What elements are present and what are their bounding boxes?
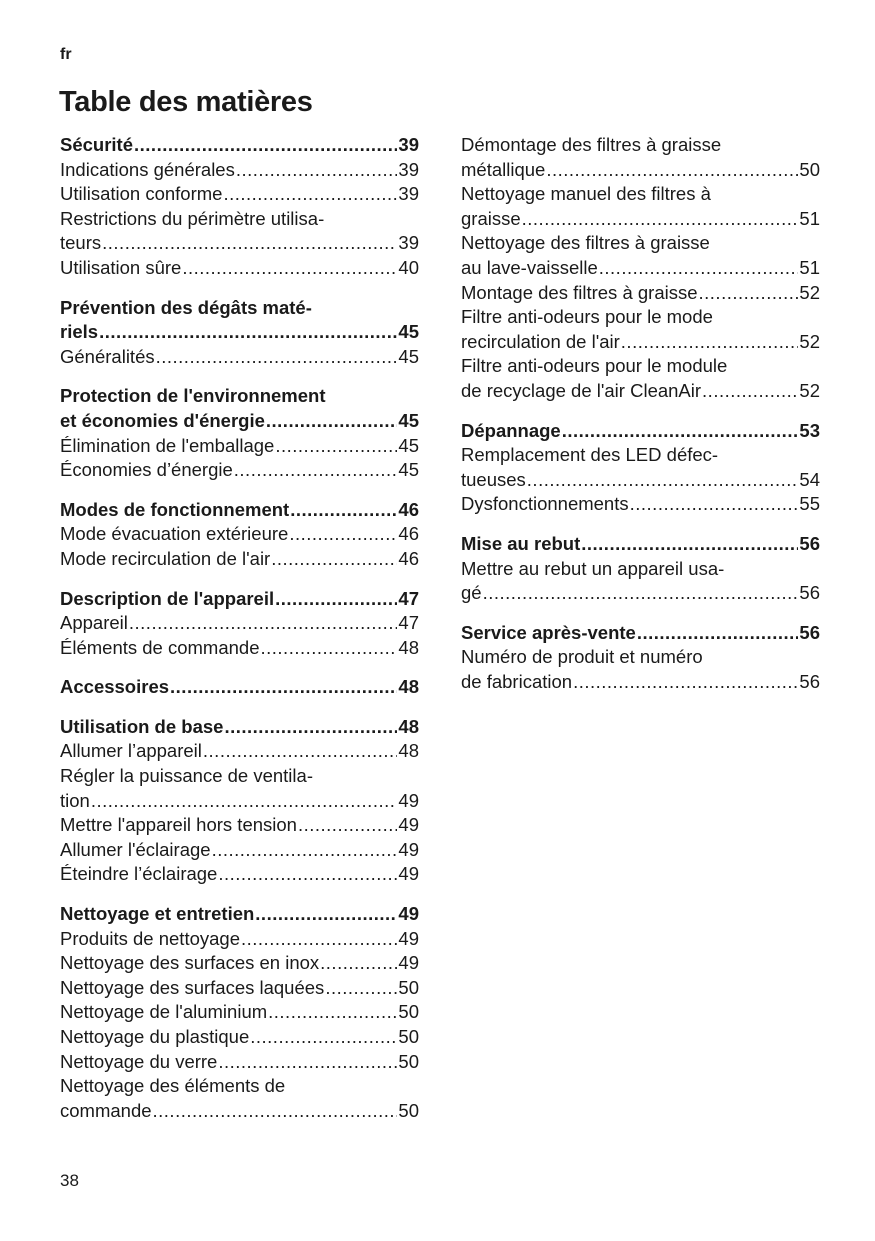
page-title: Table des matières bbox=[59, 86, 313, 118]
toc-section bbox=[461, 133, 820, 404]
toc-entry[interactable] bbox=[60, 547, 419, 572]
toc-section bbox=[60, 498, 419, 572]
toc-entry-last-line bbox=[60, 498, 419, 523]
toc-page-number: 46 bbox=[398, 547, 419, 569]
toc-entry[interactable] bbox=[461, 231, 820, 280]
toc-section bbox=[60, 675, 419, 700]
toc-entry-title: gé bbox=[461, 582, 482, 604]
toc-entry-title: Mettre l'appareil hors tension bbox=[60, 814, 297, 836]
toc-page-number: 52 bbox=[799, 379, 820, 401]
toc-entry[interactable] bbox=[461, 645, 820, 694]
toc-entry-last-line bbox=[461, 379, 820, 404]
toc-entry-last-line bbox=[60, 320, 419, 345]
toc-entry-title: Économies d’énergie bbox=[60, 459, 233, 481]
toc-entry-text-line: Filtre anti-odeurs pour le mode bbox=[461, 306, 713, 328]
toc-entry[interactable] bbox=[60, 813, 419, 838]
toc-page-number: 45 bbox=[398, 409, 419, 431]
toc-entry-title: Nettoyage du verre bbox=[60, 1050, 218, 1072]
toc-entry-last-line bbox=[60, 675, 419, 700]
toc-page-number: 49 bbox=[398, 903, 419, 925]
toc-entry-title: Nettoyage des surfaces laquées bbox=[60, 976, 325, 998]
toc-page-number: 51 bbox=[799, 256, 820, 278]
dot-leader bbox=[234, 458, 398, 483]
toc-entry[interactable] bbox=[60, 862, 419, 887]
dot-leader bbox=[212, 838, 398, 863]
toc-entry-last-line bbox=[461, 581, 820, 606]
toc-entry[interactable] bbox=[60, 636, 419, 661]
toc-entry-last-line bbox=[60, 522, 419, 547]
toc-entry-last-line bbox=[60, 1050, 419, 1075]
toc-entry-title: graisse bbox=[461, 207, 521, 229]
toc-section-heading[interactable] bbox=[60, 133, 419, 158]
toc-entry[interactable] bbox=[60, 611, 419, 636]
toc-entry-text-line: Prévention des dégâts maté- bbox=[60, 296, 312, 318]
dot-leader bbox=[129, 611, 398, 636]
toc-section-heading[interactable] bbox=[461, 621, 820, 646]
toc-entry-last-line bbox=[60, 636, 419, 661]
toc-page-number: 45 bbox=[398, 459, 419, 481]
toc-entry-title: Allumer l'éclairage bbox=[60, 838, 211, 860]
toc-page-number: 50 bbox=[799, 158, 820, 180]
toc-page-number: 49 bbox=[398, 838, 419, 860]
toc-page-number: 48 bbox=[398, 636, 419, 658]
toc-entry[interactable] bbox=[60, 951, 419, 976]
dot-leader bbox=[320, 951, 397, 976]
toc-entry[interactable] bbox=[60, 158, 419, 183]
toc-section bbox=[60, 384, 419, 482]
toc-entry-last-line bbox=[60, 927, 419, 952]
language-label: fr bbox=[60, 46, 72, 63]
toc-entry-last-line bbox=[461, 468, 820, 493]
toc-page-number: 56 bbox=[799, 582, 820, 604]
dot-leader bbox=[182, 256, 397, 281]
dot-leader bbox=[325, 976, 397, 1001]
toc-entry-text-line: Nettoyage des éléments de bbox=[60, 1075, 286, 1097]
toc-entry-title: Mode évacuation extérieure bbox=[60, 523, 289, 545]
toc-page-number: 50 bbox=[398, 1026, 419, 1047]
toc-entry-title: Allumer l’appareil bbox=[60, 740, 202, 762]
dot-leader bbox=[266, 409, 398, 434]
dot-leader bbox=[275, 587, 397, 612]
dot-leader bbox=[218, 862, 397, 887]
toc-entry-title: commande bbox=[60, 1099, 152, 1121]
toc-section-heading[interactable] bbox=[60, 587, 419, 612]
dot-leader bbox=[255, 902, 397, 927]
dot-leader bbox=[91, 789, 398, 814]
toc-section-heading[interactable] bbox=[60, 296, 419, 345]
toc-entry-title: recirculation de l'air bbox=[461, 330, 620, 352]
toc-entry[interactable] bbox=[60, 1050, 419, 1075]
toc-page-number: 52 bbox=[799, 281, 820, 303]
toc-entry-text-line: Nettoyage des filtres à graisse bbox=[461, 232, 710, 254]
toc-column-right bbox=[461, 133, 820, 709]
toc-entry-title: Service après-vente bbox=[461, 621, 636, 643]
toc-entry-title: Appareil bbox=[60, 612, 128, 634]
toc-entry-title: métallique bbox=[461, 158, 546, 180]
toc-entry-last-line bbox=[60, 409, 419, 434]
dot-leader bbox=[170, 675, 397, 700]
toc-entry-last-line bbox=[461, 492, 820, 517]
toc-entry-title: et économies d'énergie bbox=[60, 409, 265, 431]
toc-entry-title: Mode recirculation de l'air bbox=[60, 547, 271, 569]
dot-leader bbox=[223, 182, 397, 207]
toc-entry-last-line bbox=[60, 1099, 419, 1124]
toc-entry[interactable] bbox=[461, 443, 820, 492]
dot-leader bbox=[224, 715, 397, 740]
toc-entry-title: Nettoyage des surfaces en inox bbox=[60, 952, 320, 974]
toc-entry[interactable] bbox=[461, 492, 820, 517]
toc-entry[interactable] bbox=[60, 1000, 419, 1025]
dot-leader bbox=[621, 330, 799, 355]
toc-entry-title: Utilisation de base bbox=[60, 715, 224, 737]
toc-page-number: 45 bbox=[398, 345, 419, 367]
dot-leader bbox=[562, 419, 799, 444]
toc-entry-last-line bbox=[461, 621, 820, 646]
page-number: 38 bbox=[60, 1171, 79, 1190]
toc-entry[interactable] bbox=[461, 281, 820, 306]
toc-entry-last-line bbox=[461, 670, 820, 695]
toc-page-number: 49 bbox=[398, 927, 419, 949]
dot-leader bbox=[241, 927, 397, 952]
toc-entry-title: Modes de fonctionnement bbox=[60, 498, 290, 520]
dot-leader bbox=[261, 636, 398, 661]
toc-entry-text-line: Restrictions du périmètre utilisa- bbox=[60, 207, 325, 229]
dot-leader bbox=[573, 670, 798, 695]
toc-page-number: 54 bbox=[799, 468, 820, 490]
toc-entry-title: de recyclage de l'air CleanAir bbox=[461, 379, 702, 401]
toc-page-number: 39 bbox=[398, 134, 419, 155]
toc-entry-last-line bbox=[461, 532, 820, 557]
dot-leader bbox=[134, 133, 397, 158]
toc-page-number: 49 bbox=[398, 863, 419, 885]
toc-section-heading[interactable] bbox=[60, 675, 419, 700]
dot-leader bbox=[702, 379, 798, 404]
toc-entry[interactable] bbox=[60, 522, 419, 547]
toc-page-number: 48 bbox=[398, 715, 419, 737]
toc-entry-text-line: Protection de l'environnement bbox=[60, 385, 326, 407]
toc-page-number: 39 bbox=[398, 183, 419, 205]
toc-entry-title: Mise au rebut bbox=[461, 532, 581, 554]
toc-page-number: 39 bbox=[398, 158, 419, 180]
toc-entry-last-line bbox=[60, 838, 419, 863]
toc-entry-title: Montage des filtres à graisse bbox=[461, 281, 698, 303]
toc-section bbox=[60, 296, 419, 370]
toc-page-number: 56 bbox=[799, 621, 820, 643]
toc-entry-last-line bbox=[60, 611, 419, 636]
toc-entry-last-line bbox=[60, 434, 419, 459]
toc-page-number: 45 bbox=[398, 321, 419, 343]
toc-section bbox=[60, 902, 419, 1123]
toc-section bbox=[60, 133, 419, 281]
toc-page-number: 49 bbox=[398, 789, 419, 811]
toc-entry[interactable] bbox=[60, 927, 419, 952]
dot-leader bbox=[637, 621, 799, 646]
toc-page-number: 48 bbox=[398, 740, 419, 762]
toc-page-number: 52 bbox=[799, 330, 820, 352]
toc-entry-last-line bbox=[461, 281, 820, 306]
toc-entry-text-line: Filtre anti-odeurs pour le module bbox=[461, 355, 728, 377]
toc-entry-title: riels bbox=[60, 321, 99, 343]
toc-entry-last-line bbox=[60, 951, 419, 976]
toc-entry-title: Dysfonctionnements bbox=[461, 493, 629, 515]
toc-entry-last-line bbox=[60, 458, 419, 483]
toc-page-number: 51 bbox=[799, 207, 820, 229]
dot-leader bbox=[546, 158, 798, 183]
toc-page-number: 56 bbox=[799, 532, 820, 554]
toc-entry-title: Accessoires bbox=[60, 676, 170, 698]
toc-entry-last-line bbox=[461, 419, 820, 444]
toc-entry-title: Généralités bbox=[60, 345, 155, 367]
toc-page-number: 50 bbox=[398, 1099, 419, 1121]
toc-entry[interactable] bbox=[461, 182, 820, 231]
toc-entry-last-line bbox=[60, 133, 419, 158]
toc-entry-last-line bbox=[461, 256, 820, 281]
toc-entry-title: de fabrication bbox=[461, 670, 573, 692]
toc-page-number: 47 bbox=[398, 612, 419, 634]
toc-section bbox=[60, 587, 419, 661]
toc-entry[interactable] bbox=[60, 182, 419, 207]
toc-section-heading[interactable] bbox=[60, 498, 419, 523]
toc-entry-text-line: Remplacement des LED défec- bbox=[461, 444, 719, 466]
toc-entry-title: Nettoyage et entretien bbox=[60, 903, 255, 925]
toc-entry-text-line: Démontage des filtres à graisse bbox=[461, 134, 722, 155]
toc-entry-title: teurs bbox=[60, 232, 102, 254]
dot-leader bbox=[483, 581, 799, 606]
toc-page-number: 40 bbox=[398, 256, 419, 278]
dot-leader bbox=[599, 256, 799, 281]
toc-entry-last-line bbox=[461, 330, 820, 355]
toc-entry-title: Éteindre l’éclairage bbox=[60, 863, 218, 885]
toc-section-heading[interactable] bbox=[60, 715, 419, 740]
toc-entry-last-line bbox=[461, 158, 820, 183]
toc-section bbox=[461, 419, 820, 517]
toc-entry-last-line bbox=[60, 256, 419, 281]
toc-entry[interactable] bbox=[60, 764, 419, 813]
toc-entry-title: Élimination de l'emballage bbox=[60, 434, 275, 456]
toc-section-heading[interactable] bbox=[461, 419, 820, 444]
toc-column-left bbox=[60, 133, 419, 1138]
toc-entry-title: Description de l'appareil bbox=[60, 587, 275, 609]
toc-entry-title: Produits de nettoyage bbox=[60, 927, 240, 949]
toc-entry[interactable] bbox=[60, 345, 419, 370]
toc-entry[interactable] bbox=[60, 838, 419, 863]
toc-page-number: 50 bbox=[398, 1050, 419, 1072]
toc-entry[interactable] bbox=[461, 133, 820, 182]
toc-page-number: 47 bbox=[398, 587, 419, 609]
toc-entry-last-line bbox=[60, 862, 419, 887]
toc-entry-last-line bbox=[60, 902, 419, 927]
toc-entry-last-line bbox=[60, 1000, 419, 1025]
toc-entry[interactable] bbox=[461, 557, 820, 606]
dot-leader bbox=[298, 813, 397, 838]
dot-leader bbox=[699, 281, 799, 306]
dot-leader bbox=[275, 434, 397, 459]
toc-entry-last-line bbox=[60, 813, 419, 838]
toc-entry[interactable] bbox=[60, 207, 419, 256]
toc-page-number: 55 bbox=[799, 493, 820, 515]
toc-entry-last-line bbox=[60, 789, 419, 814]
toc-entry[interactable] bbox=[60, 976, 419, 1001]
toc-section-heading[interactable] bbox=[461, 532, 820, 557]
toc-entry[interactable] bbox=[60, 739, 419, 764]
toc-entry-title: Indications générales bbox=[60, 158, 235, 180]
toc-entry-title: au lave-vaisselle bbox=[461, 256, 598, 278]
toc-entry-title: Utilisation conforme bbox=[60, 183, 223, 205]
toc-entry[interactable] bbox=[60, 434, 419, 459]
toc-entry-title: Nettoyage du plastique bbox=[60, 1026, 250, 1047]
toc-page-number: 49 bbox=[398, 952, 419, 974]
dot-leader bbox=[156, 345, 398, 370]
toc-entry-last-line bbox=[60, 547, 419, 572]
toc-entry-last-line bbox=[60, 345, 419, 370]
toc-section bbox=[60, 715, 419, 887]
toc-page-number: 53 bbox=[799, 419, 820, 441]
dot-leader bbox=[527, 468, 799, 493]
toc-entry-last-line bbox=[60, 158, 419, 183]
toc-entry-title: tion bbox=[60, 789, 90, 811]
toc-entry-last-line bbox=[60, 231, 419, 256]
dot-leader bbox=[236, 158, 398, 183]
toc-entry-text-line: Mettre au rebut un appareil usa- bbox=[461, 557, 725, 579]
toc-entry-last-line bbox=[60, 587, 419, 612]
toc-section-heading[interactable] bbox=[60, 384, 419, 433]
toc-entry[interactable] bbox=[60, 1074, 419, 1123]
toc-entry[interactable] bbox=[60, 458, 419, 483]
toc-page-number: 56 bbox=[799, 670, 820, 692]
toc-entry-text-line: Numéro de produit et numéro bbox=[461, 646, 703, 668]
toc-page-number: 39 bbox=[398, 232, 419, 254]
dot-leader bbox=[271, 547, 397, 572]
toc-entry-last-line bbox=[60, 1025, 419, 1050]
toc-entry-title: Nettoyage de l'aluminium bbox=[60, 1001, 268, 1023]
toc-entry-title: Éléments de commande bbox=[60, 636, 260, 658]
dot-leader bbox=[153, 1099, 398, 1124]
toc-entry[interactable] bbox=[461, 305, 820, 354]
toc-entry[interactable] bbox=[461, 354, 820, 403]
toc-page-number: 46 bbox=[398, 498, 419, 520]
dot-leader bbox=[630, 492, 799, 517]
toc-entry-title: Sécurité bbox=[60, 134, 134, 155]
dot-leader bbox=[99, 320, 397, 345]
toc-entry-last-line bbox=[60, 976, 419, 1001]
toc-entry[interactable] bbox=[60, 256, 419, 281]
toc-entry-last-line bbox=[60, 182, 419, 207]
toc-entry-last-line bbox=[461, 207, 820, 232]
toc-page-number: 46 bbox=[398, 523, 419, 545]
toc-page-number: 48 bbox=[398, 676, 419, 698]
toc-page-number: 50 bbox=[398, 976, 419, 998]
dot-leader bbox=[268, 1000, 397, 1025]
dot-leader bbox=[102, 231, 397, 256]
dot-leader bbox=[290, 498, 397, 523]
dot-leader bbox=[289, 522, 397, 547]
toc-page-number: 45 bbox=[398, 434, 419, 456]
toc-entry-last-line bbox=[60, 739, 419, 764]
toc-entry-title: tueuses bbox=[461, 468, 526, 490]
toc-section bbox=[461, 621, 820, 695]
dot-leader bbox=[203, 739, 398, 764]
toc-page-number: 49 bbox=[398, 814, 419, 836]
toc-entry-text-line: Nettoyage manuel des filtres à bbox=[461, 183, 711, 205]
toc-entry-title: Utilisation sûre bbox=[60, 256, 182, 278]
dot-leader bbox=[218, 1050, 397, 1075]
toc-entry-last-line bbox=[60, 715, 419, 740]
toc-entry-text-line: Régler la puissance de ventila- bbox=[60, 765, 313, 787]
dot-leader bbox=[522, 207, 799, 232]
toc-section-heading[interactable] bbox=[60, 902, 419, 927]
dot-leader bbox=[250, 1025, 397, 1050]
toc-page-number: 50 bbox=[398, 1001, 419, 1023]
toc-entry[interactable] bbox=[60, 1025, 419, 1050]
dot-leader bbox=[581, 532, 798, 557]
toc-entry-title: Dépannage bbox=[461, 419, 561, 441]
toc-section bbox=[461, 532, 820, 606]
